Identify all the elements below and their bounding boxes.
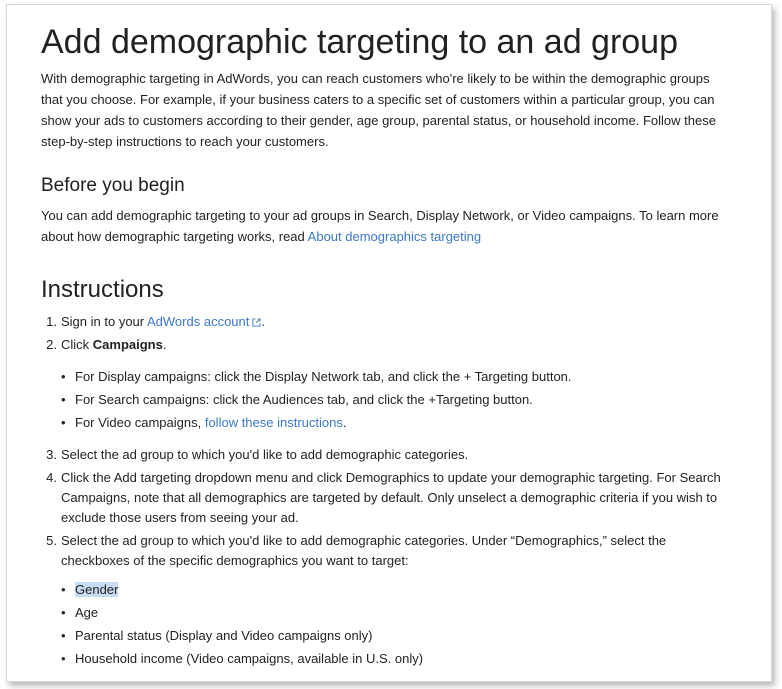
- intro-paragraph: With demographic targeting in AdWords, you can reach customers who're likely to be within the demographic groups that you choose. For example, if your business caters to a specific set of customers within a particular group, you can show your ads to customers according to their gender, age group, parental status, or household income. Follow these step-by-step instructions to reach your customers.: [41, 71, 716, 149]
- before-paragraph: You can add demographic targeting to your ad groups in Search, Display Network, or Video campaigns. To learn more about how demographic targeting works, read About demographics targeting: [41, 208, 719, 244]
- before-heading: Before you begin: [41, 175, 185, 196]
- page-title: Add demographic targeting to an ad group: [41, 23, 679, 61]
- document-frame: Add demographic targeting to an ad group With demographic targeting in AdWords, you can reach customers who're likely to be within the demographic groups that you choose. For example, if your business caters to a specific set of customers within a particular group, you can show your ads to customers according to their gender, age group, parental status, or household income. Follow these step-by-step instructions to reach your customers. Before you begin You can add demographic targeting to your ad groups in Search, Display Network, or Video campaigns. To learn more about how demographic targeting works, read About demographics targeting Instructions 1. Sign in to your AdWords account . 2. Click Campaigns. • For Display campaigns: click the Display Network tab, and click the + Targeting button. • For Search campaigns: click the Audiences tab, and click the +Targeting button. • For Video campaigns, follow these instructions. 3. Select the ad group to which you'd like to add demographic categories. 4. Click the Add targeting dropdown menu and click Demographics to update your demographic targeting. For Search Campaigns, note that all demographics are targeted by default. Only unselect a demographic criteria if you wish to exclude those users from seeing your ad. 5. Select the ad group to which you'd like to add demographic categories. Under “Demographics,” select the checkboxes of the specific demographics you want to target: • Gender • Age • Parental status (Display and Video campaigns only) • Household income (Video campaigns, available in U.S. only): [6, 4, 772, 682]
- video-instructions-link[interactable]: follow these instructions: [204, 415, 343, 430]
- about-demographics-link[interactable]: About demographics targeting: [307, 229, 482, 244]
- adwords-account-link[interactable]: AdWords account: [147, 314, 261, 329]
- highlighted-text: Gender: [75, 582, 119, 597]
- instructions-heading: Instructions: [41, 276, 164, 303]
